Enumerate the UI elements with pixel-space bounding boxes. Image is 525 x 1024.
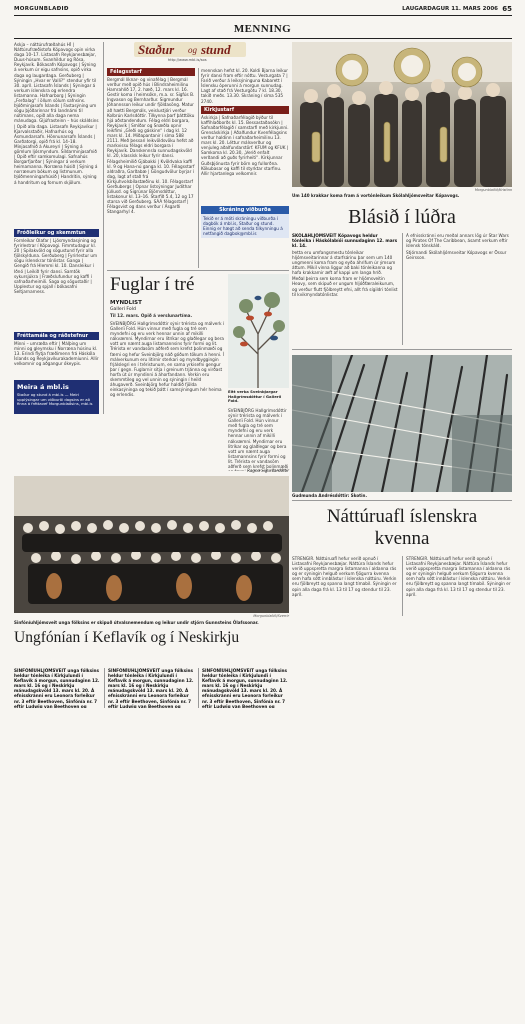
brass-band-photo [292, 42, 512, 187]
header-rule [14, 15, 512, 16]
listing-text: Askja – náttúrufræðahús HÍ | Náttúrufræðistofa Kópavogs opin virka daga 10–17. Listasafn Reykjanesbæjar, Duus-húsum. Svanhildur og Rósa, Reykjavík. Bókasafn Kópavogs | Sýning á verkum úr eigu safnsins, opið virka daga og laugardaga. Gerðuberg | Sýningin „Hvar er Valli?“ stendur yfir til 30. apríl. Listasafn Íslands | Sýningar á verkum íslenskra og erlendra listamanna. Hafnarborg | Sýningin „Ferðalag“ í öllum sölum safnsins. Þjóðminjasafn Íslands | Fastasýning um sögu þjóðarinnar frá landnámi til nútímans, opið alla daga nema mánudaga. Gljúfrasteinn – hús skáldsins | Opið alla daga. Listasafn Reykjavíkur | Kjarvalsstaðir, Hafnarhús og Ásmundarsafn. Hönnunarsafn Íslands | Garðatorgi, opið frá kl. 14–18. Minjasafnið á Akureyri | Sýning á gömlum ljósmyndum. Síldarminjasafnið | Opið eftir samkomulagi. Safnahús Borgarfjarðar | Sýningar á verkum heimamanna. Norræna húsið | Sýning á norrænum bókum og listmunum. Þjóðmenningarhúsið | Handritin, sýning á handritum og fornum skjölum. [14, 42, 99, 185]
ungfonian-body [14, 668, 289, 708]
fuglar-headline: Fuglar í tré [110, 274, 195, 295]
left-listing-column [14, 42, 99, 414]
felagsstarf-text: Bergmál líknar- og vinafélag | Bergmál verður með opið hús í Blindraheimilinu Hamrahlíð 17, 2. hæð, 12. mars kl. 16. Gestir koma í heimsókn, m.a. sr. Sigfús B. Ingvason og Bernharður. Sigmundur Jóhannsson leikur undir fjöldasöng. Matur að hætti Bergmáls, veislustjóri verður Kolbrún Karlsdóttir. Tilkynna þarf þátttöku hjá aðstandendum. Félag eldri borgara, Reykjavík | Smíðar og Snæðla opnir leikfimi „Gleði og gáskinn“ í dag kl. 12 mars kl. 14. Miðapantanir í síma 588 2111. Með þessari leikvöldsvöku hefst að markvissu félags eldri borgara í Reykjavík. Danskennsla sunnudagskvöld kl. 20, klassísk leikur fyrir dansi. Félagsheimilið Gjábakki | Kvöldvaka kaffi kl. 9 og Hana-nú ganga kl. 10. Félagsstarf aldraðra, Garðabæ | Göngudvölur byrjar í dag, lagt af stað frá Kirkjuhvolsbílastæðinu kl. 10. Félagsstarf Gerðubergs | Opnar listsýningar Judithar Júlíusd. og Sigrúnar Björnsdóttur, listakonur kl. 13–16. Starfið 5.4, 12 og 17 starsa við Gerðuberg. SÁÁ félagsstarf | Félagsvist og dans verður í Ásgarði Stangarhyl 4. [107, 77, 195, 215]
stadur-og-stund-logo [138, 42, 258, 64]
section-rule [14, 38, 512, 39]
natturu-col-2: STRENGIR. Náttúruafl hefur verið opnuð í Listasafni Reykjanesbæjar. Náttúra Íslands hefur verið uppspretta margra listamanna í aldanna rás og er sýningin helguð verkum fjögurra kvenna sem hafa sótt innblástur í íslenska náttúru. Verkin eru fjölbreytt og spanna langt tímabil. Sýningin er opin alla daga frá kl. 13 til 17 og stendur til 23. apríl. [406, 556, 511, 597]
kirkjustarf-text: Áskirkja | Safnaðarfélagið býður til kaffihlaðborðs kl. 15. Bessastaðasókn | Safnaðarfélagið í samstarfi með kirkjunni. Grensáskirkja | Aðalfundur Kvenfélagsins verður haldinn í safnaðarheimilinu 13. mars kl. 20. Léttur málsverður og venjuleg aðalfundarstörf. KFUM og KFUK | Samkoma kl. 20.30, „Verið enfalt verðandi að guðs fyrirheiti“. Kirkjunnar Guðsþjónusta fyrir börn og fullorðna. Kökubasar og kaffi til styrktar starfinu. Allir hjartanlega velkomnir. [201, 114, 289, 176]
mbl-promo-box[interactable] [14, 380, 99, 414]
fuglar-review-col-2: SVEINBJÖRG Hallgrímsdóttir sýnir trérista og málverk í Galleríi Fold. Hún vinnur með fugla og tré sem myndefni og eru verk hennar unnin af mikilli nákvæmni. Myndirnar eru litríkar og glaðlegar og bera vott um næmt auga listamannsins fyrir formi og lit. Trérista er vandasöm aðferð sem krefst þolinmæði [228, 408, 289, 470]
logo-stadur: Staður [138, 42, 175, 57]
orchestra-photo-caption: Sinfóníuhljómsveit unga fólksins er skipuð útvalsnemendum og leikur undir stjórn Gunnsteins Ólafssonar. [14, 620, 259, 625]
ungfonian-col-3: SINFÓNÍUHLJÓMSVEIT unga fólksins heldur tónleika í Kirkjulundi í Keflavík á morgun, sunnudaginn 12. mars kl. 16 og í Neskirkju mánudagskvöld 13. mars kl. 20. Á efnisskránni eru Leonora forleikur nr. 3 eftir Beethoven, Sinfónía nr. 7 eftir Ludwig van Beethoven og [202, 668, 288, 708]
blasid-p1: Þetta eru umfangsmestu tónleikar hljómsveitarinnar á starfsárinu þar sem um 140 ungmenni koma fram og eyða áhrifum úr ýmsum áttum. Mikil vinna liggur að baki tónleikanna og hafa krakkarnir æft af kappi um langa hríð. [292, 249, 396, 275]
bird-painting-photo [228, 274, 289, 388]
ungfonian-col-1: SINFÓNÍUHLJÓMSVEIT unga fólksins heldur tónleika í Kirkjulundi í Keflavík á morgun, sunnudaginn 12. mars kl. 16 og í Neskirkju mánudagskvöld 13. mars kl. 20. Á efnisskránni eru Leonora forleikur nr. 3 eftir Beethoven, Sinfónía nr. 7 eftir Ludwig van Beethoven og [14, 668, 100, 708]
section-head-skraning: Skráning viðburða [201, 206, 289, 214]
blasid-col-2 [406, 233, 512, 345]
paper-name: MORGUNBLAÐIÐ [14, 6, 69, 12]
section-title: MENNING [233, 23, 292, 35]
natturu-col-1: STRENGIR. Náttúruafl hefur verið opnuð í Listasafni Reykjanesbæjar. Náttúra Íslands hefur verið uppspretta margra listamanna í aldanna rás og er sýningin helguð verkum fjögurra kvenna sem hafa sótt innblástur í íslenska náttúru. Verkin eru fjölbreytt og spanna langt tímabil. Sýningin er opin alla daga frá kl. 13 til 17 og stendur til 23. apríl. [292, 556, 397, 597]
brass-photo-caption: Um 140 krakkar koma fram á vortónleikum Skólahljómsveitar Kópavogs. [292, 193, 460, 198]
ungfonian-col-2: SINFÓNÍUHLJÓMSVEIT unga fólksins heldur tónleika í Kirkjulundi í Keflavík á morgun, sunnudaginn 12. mars kl. 16 og í Neskirkju mánudagskvöld 13. mars kl. 20. Á efnisskránni eru Leonora forleikur nr. 3 eftir Beethoven, Sinfónía nr. 7 eftir Ludwig van Beethoven og [108, 668, 194, 708]
natturu-headline: Náttúruafl íslenskra kvenna [326, 506, 478, 549]
mbl-promo-text: Staður og stund á mbl.is — Meiri upplýsingar um viðburði dagsins er að finna á fréttavef Morgunblaðsins, mbl.is [17, 392, 93, 407]
ungfonian-divider-1 [104, 668, 105, 708]
blasid-divider [402, 233, 403, 345]
blasid-p2: Meðal þeirra sem koma fram er hljómsveitin Heavy, sem skipuð er ungum hljóðfæraleikurum, og verður flutt fjölbreytt efni, allt frá sígildri tónlist til kvikmyndatónlistar. [292, 276, 398, 297]
skraning-text: Tekið er á móti skráningu viðburða í dagbók á mbl.is, Staður og stund. Einnig er hægt að senda tilkynningu á netfangið dagbok@mbl.is [201, 214, 289, 238]
blasid-lead: SKÓLAHLJÓMSVEIT Kópavogs heldur tónleika í Háskólabíói sunnudaginn 12. mars kl. 14. [292, 233, 398, 249]
fuglar-label: MYNDLIST [110, 300, 142, 306]
section-head-kirkjustarf: Kirkjustarf [201, 106, 289, 114]
ungfonian-headline: Ungfónían í Keflavík og í Neskirkju [14, 629, 240, 646]
blasid-headline: Blásið í lúðra [348, 206, 456, 228]
stadur-col-1 [107, 68, 195, 268]
fuglar-review-col-1: SVEINBJÖRG Hallgrímsdóttir sýnir trérista og málverk í Galleríi Fold. Hún vinnur með fugla og tré sem myndefni og eru verk hennar unnin af mikilli nákvæmni. Myndirnar eru litríkar og glaðlegar og bera vott um næmt auga listamannsins fyrir formi og lit. Trérista er vandasöm aðferð sem krefst þolinmæði og færni og hefur Sveinbjörg náð góðum tökum á henni. Í málverkunum eru litirnir sterkari og myndbyggingin frjálslegri en í tréristunum, en sama yrkisefni gengur þar í gegn. Fuglarnir sitja í greinum trjánna og virðast horfa út úr myndinni á áhorfandann. Verkin eru skemmtileg og vel unnin og sýningin í heild áhugaverð. Sveinbjörg hefur haldið fjölda einkasýninga og tekið þátt í samsýningum hér heima og erlendis. [110, 321, 225, 398]
logo-og: og [188, 45, 197, 55]
vesturgata-text: mennskan hefst kl. 20. Koldi Bjarna leikur fyrir dansi fram eftir nóttu. Vesturgata 7 | Farið verður á leiksýninguna Kabarett í Íslensku óperunni á morgun sunnudag. Lagt af stað frá Vesturgötu 7 kl. 18.30, takið meðs. 13.30. Skráning í síma 535 2740. [201, 68, 288, 104]
column-divider-1 [103, 42, 104, 414]
fuglar-dates: Til 12. mars. Opið á verslunartíma. [110, 313, 193, 318]
blasid-body [292, 233, 512, 345]
blasid-col-1 [292, 233, 398, 345]
orchestra-photo [14, 476, 289, 613]
strings-photo [292, 355, 512, 492]
section-head-felagsstarf: Félagsstarf [107, 68, 195, 76]
natturu-top-rule [292, 500, 512, 501]
page-number: 65 [502, 5, 512, 13]
brass-photo-credit: Morgunblaðið/Kristinn [474, 188, 512, 192]
stadur-bottom-rule [107, 270, 289, 271]
section-head-frodleikur: Fróðleikur og skemmtun [14, 229, 99, 237]
fuglar-venue: Gallerí Fold [110, 307, 136, 312]
logo-url[interactable]: http://www.mbl.is/sos [168, 58, 207, 62]
logo-stund: stund [201, 42, 231, 57]
blasid-bottom-rule [292, 349, 512, 350]
blasid-p3: Á efnisskránni eru meðal annars lög úr Star Wars og Pirates Of The Caribbean, ásamt verkum eftir íslensk tónskáld. [406, 233, 509, 249]
blasid-p4: Stjórnandi Skólahljómsveitar Kópavogs er Össur Geirsson. [406, 249, 507, 260]
bird-photo-caption: Eitt verka Sveinbjargar Hallgrímsdóttur í Galleríi Fold. [228, 389, 282, 404]
section-head-frettamal: Fréttamála og ráðstefnur [14, 332, 99, 340]
issue-date: LAUGARDAGUR 11. MARS 2006 [402, 6, 498, 12]
natturu-divider [402, 556, 403, 616]
natturu-body [292, 556, 512, 616]
ungfonian-divider-2 [198, 668, 199, 708]
column-divider-2 [198, 68, 199, 268]
orchestra-photo-credit: Morgunblaðið/Sverrir [253, 614, 289, 618]
listing-text-3: Minni – umræða eftir | Málþing um minni og gleymsku í Norræna húsinu kl. 13. Erindi flytja fræðimenn frá Háskóla Íslands og Reykjavíkurakademíunni. Allir velkomnir og aðgangur ókeypis. [14, 341, 99, 367]
stadur-col-2 [201, 68, 289, 268]
strings-photo-caption: Gudmunda Andrésdóttir: Skotin. [292, 493, 368, 498]
page-header [14, 5, 512, 15]
listing-text-2: Fornleikar Ólafar | Ljósmyndasýning og fyrirlestrar í Kópavogi. Fimmtudagur kl. 20 | Spilakvöld og sögustund fyrir alla fjölskylduna. Gerðuberg | Fyrirlestur um sögu íslenskrar tónlistar. Ganga | Gengið frá Hlemmi kl. 10. Dansleikur í Iðnó | Leikið fyrir dansi. Samtök sykursjúkra | Fræðslufundur og kaffi í safnaðarheimili. Saga og sögustaðir | Upplestur og spjall í bókasafni Seltjarnarness. [14, 238, 98, 294]
mbl-promo-title: Meira á mbl.is [17, 383, 69, 391]
fuglar-author: Ragna Sigurðardóttir [247, 468, 289, 473]
